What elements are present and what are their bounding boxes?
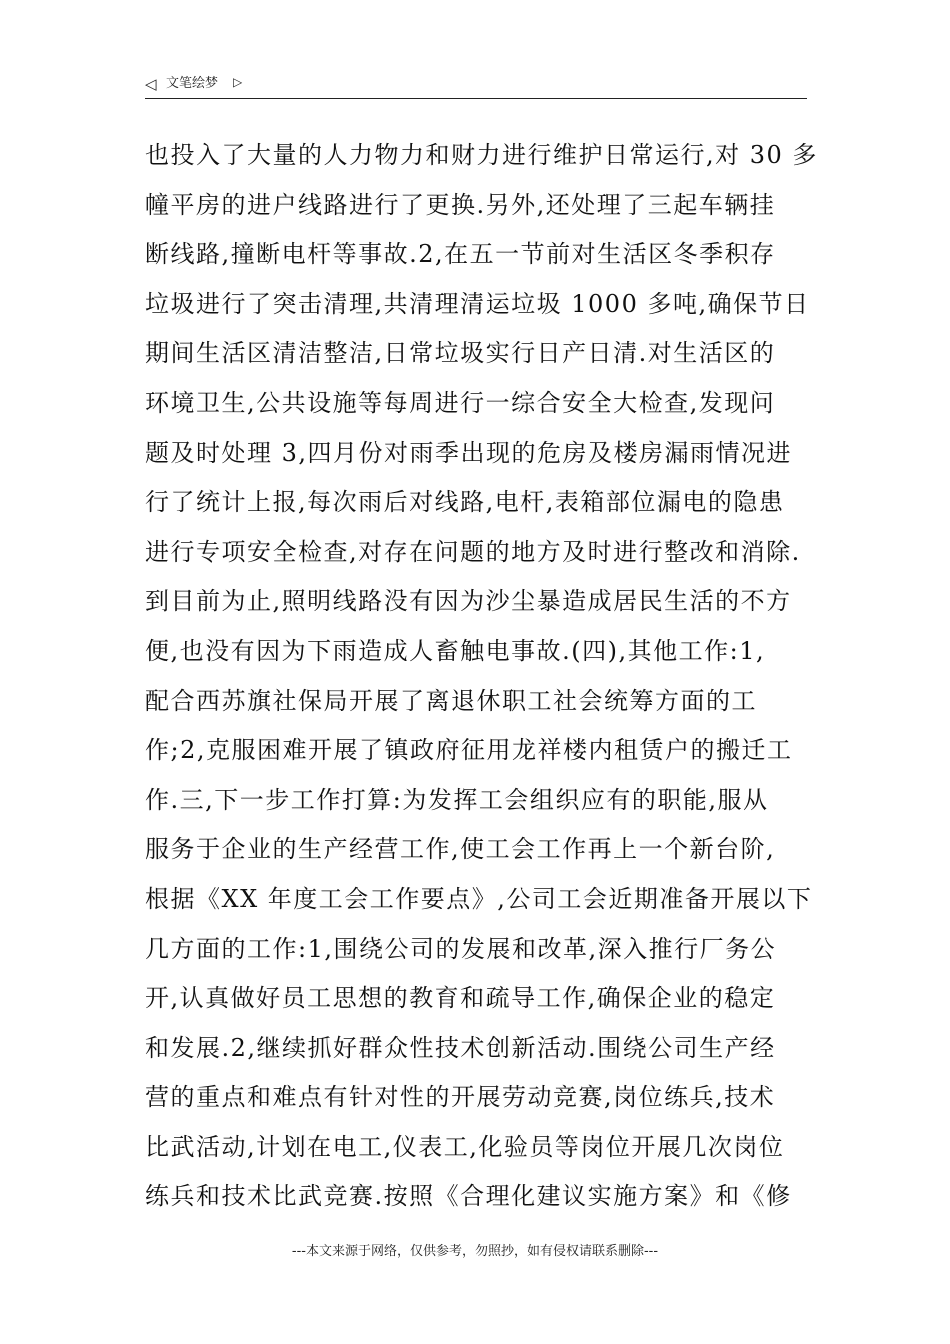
text-line: 服务于企业的生产经营工作,使工会工作再上一个新台阶,	[145, 835, 776, 864]
text-line: 练兵和技术比武竞赛.按照《合理化建议实施方案》和《修	[145, 1182, 792, 1211]
text-line: 配合西苏旗社保局开展了离退休职工社会统筹方面的工	[145, 686, 757, 715]
footer-notice: ---本文来源于网络，仅供参考，勿照抄，如有侵权请联系删除---	[291, 1244, 659, 1259]
text-line: 环境卫生,公共设施等每周进行一综合安全大检查,发现问	[145, 388, 776, 417]
text-line: 垃圾进行了突击清理,共清理清运垃圾 1000 多吨,确保节日	[145, 289, 810, 318]
header-brand: 文笔绘梦	[166, 76, 219, 91]
text-line: 作.三,下一步工作打算:为发挥工会组织应有的职能,服从	[145, 785, 769, 814]
text-line: 便,也没有因为下雨造成人畜触电事故.(四),其他工作:1,	[145, 636, 766, 665]
triangle-right-icon: ▷	[233, 75, 243, 89]
text-line: 和发展.2,继续抓好群众性技术创新活动.围绕公司生产经	[145, 1033, 776, 1062]
text-line: 作;2,克服困难开展了镇政府征用龙祥楼内租赁户的搬迁工	[145, 736, 793, 765]
document-body	[145, 131, 835, 1222]
page-header	[145, 72, 807, 99]
text-line: 根据《XX 年度工会工作要点》,公司工会近期准备开展以下	[145, 884, 813, 913]
text-line: 几方面的工作:1,围绕公司的发展和改革,深入推行厂务公	[145, 934, 777, 963]
text-line: 也投入了大量的人力物力和财力进行维护日常运行,对 30 多	[145, 141, 818, 169]
text-line: 进行专项安全检查,对存在问题的地方及时进行整改和消除.	[145, 537, 801, 566]
text-line: 行了统计上报,每次雨后对线路,电杆,表箱部位漏电的隐患	[145, 488, 785, 517]
text-line: 营的重点和难点有针对性的开展劳动竞赛,岗位练兵,技术	[145, 1083, 776, 1112]
text-line: 到目前为止,照明线路没有因为沙尘暴造成居民生活的不方	[145, 587, 792, 616]
text-line: 开,认真做好员工思想的教育和疏导工作,确保企业的稳定	[145, 984, 776, 1013]
text-line: 题及时处理 3,四月份对雨季出现的危房及楼房漏雨情况进	[145, 438, 793, 467]
text-line: 期间生活区清洁整洁,日常垃圾实行日产日清.对生活区的	[145, 339, 776, 368]
text-line: 幢平房的进户线路进行了更换.另外,还处理了三起车辆挂	[145, 190, 776, 219]
triangle-left-icon: ◁	[145, 75, 157, 93]
text-line: 比武活动,计划在电工,仪表工,化验员等岗位开展几次岗位	[145, 1132, 785, 1161]
text-line: 断线路,撞断电杆等事故.2,在五一节前对生活区冬季积存	[145, 240, 776, 269]
